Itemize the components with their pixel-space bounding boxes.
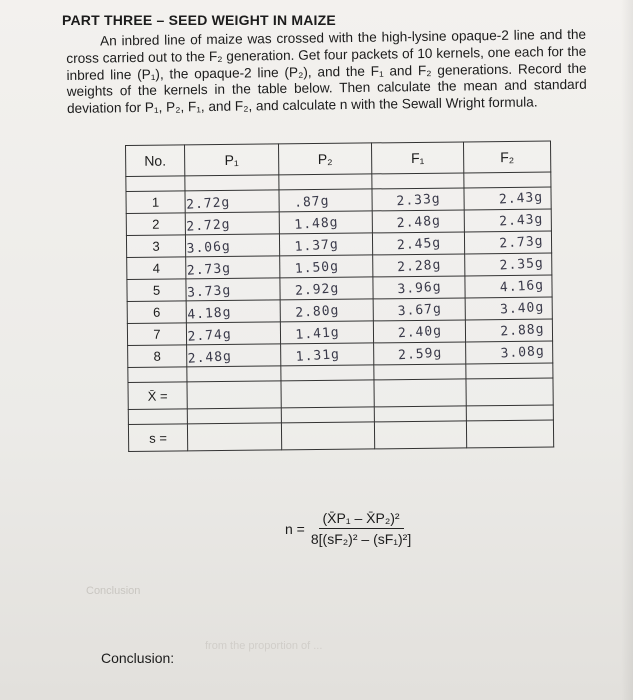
row-number: 8	[128, 345, 187, 368]
p1-weight[interactable]: 2.74g	[186, 319, 281, 347]
formula-numerator: (X̄P₁ – X̄P₂)²	[319, 510, 404, 529]
p2-mean-cell[interactable]	[281, 380, 374, 408]
p2-weight[interactable]: 1.31g	[280, 340, 374, 368]
row-number: 3	[126, 235, 185, 258]
sewall-wright-formula	[285, 510, 411, 547]
f2-sd-cell[interactable]	[466, 420, 553, 448]
kernel-weight-table	[125, 141, 554, 452]
header-p1: P₁	[185, 144, 279, 176]
p2-weight[interactable]: 1.41g	[280, 318, 374, 346]
instructions-paragraph	[66, 27, 587, 118]
spacer-cell	[374, 406, 466, 422]
p1-weight[interactable]: 2.48g	[186, 341, 281, 369]
formula-fraction	[311, 510, 411, 547]
conclusion-label: Conclusion:	[101, 650, 175, 666]
f1-mean-cell[interactable]	[374, 379, 466, 407]
f1-sd-cell[interactable]	[374, 421, 466, 449]
p2-weight[interactable]: 1.37g	[279, 231, 373, 259]
p1-weight[interactable]: 2.72g	[184, 187, 279, 215]
p1-weight[interactable]: 4.18g	[186, 297, 281, 325]
row-number: 2	[126, 213, 185, 236]
header-no: No.	[126, 145, 185, 177]
f1-weight[interactable]: 3.67g	[373, 296, 466, 324]
p2-weight[interactable]: .87g	[278, 187, 372, 215]
section-heading	[62, 12, 336, 28]
table-row	[126, 187, 551, 213]
formula-lhs: n =	[285, 520, 305, 537]
p1-mean-cell[interactable]	[187, 381, 281, 409]
f1-weight[interactable]: 2.48g	[372, 208, 465, 236]
f2-weight[interactable]: 2.43g	[464, 207, 552, 234]
section-title: SEED WEIGHT IN MAIZE	[168, 12, 336, 28]
spacer-cell	[128, 367, 187, 383]
f1-weight[interactable]: 2.28g	[372, 252, 465, 280]
f2-weight[interactable]: 4.16g	[464, 273, 552, 300]
spacer-cell	[466, 405, 553, 421]
p2-sd-cell[interactable]	[281, 422, 374, 450]
p1-weight[interactable]: 3.06g	[185, 231, 280, 259]
f2-weight[interactable]: 2.43g	[463, 185, 551, 212]
p2-weight[interactable]: 1.48g	[279, 209, 373, 237]
spacer-cell	[126, 176, 185, 192]
f2-weight[interactable]: 3.08g	[465, 339, 553, 366]
show-through-text: Conclusion	[86, 585, 141, 597]
sd-row	[128, 420, 553, 451]
mean-label: X̄ =	[128, 382, 187, 410]
part-label: PART THREE	[62, 12, 153, 28]
heading-dash: –	[152, 12, 169, 28]
formula-denominator: 8[(sF₂)² – (sF₁)²]	[310, 531, 412, 547]
f2-mean-cell[interactable]	[466, 378, 553, 406]
f2-weight[interactable]: 3.40g	[465, 295, 553, 322]
p1-weight[interactable]: 2.73g	[185, 253, 280, 281]
p2-weight[interactable]: 2.92g	[279, 274, 373, 302]
p2-weight[interactable]: 2.80g	[280, 296, 374, 324]
instructions-text: An inbred line of maize was crossed with the high-lysine opaque-2 line and the cross carried out to the F₂ generation. Get four packets of 10 kernels, one each for the inbred line (P₁), the opaque-2 line (P₂), and the F₁ and F₂ generations. Record the weights of the kernels in the table below. Then calculate the mean and standard deviation for P₁, P₂, F₁, and F₂, and calculate n with the Sewall Wright formula.	[66, 26, 587, 117]
spacer-cell	[128, 409, 187, 425]
table-header-row	[126, 141, 551, 176]
show-through-text-2: from the proportion of ...	[205, 640, 323, 652]
p1-weight[interactable]: 3.73g	[185, 275, 280, 303]
f2-weight[interactable]: 2.88g	[465, 317, 553, 344]
row-number: 6	[127, 301, 186, 324]
p1-sd-cell[interactable]	[187, 423, 281, 451]
f1-weight[interactable]: 2.33g	[371, 186, 464, 214]
f1-weight[interactable]: 2.40g	[373, 318, 466, 346]
row-number: 4	[127, 257, 186, 280]
page-edge-shadow	[621, 0, 633, 700]
f1-weight[interactable]: 3.96g	[372, 274, 465, 302]
row-number: 5	[127, 279, 186, 302]
header-f1: F₁	[371, 142, 463, 174]
header-f2: F₂	[463, 141, 550, 173]
row-number: 1	[126, 191, 185, 214]
f2-weight[interactable]: 2.73g	[464, 229, 552, 256]
spacer-cell	[187, 408, 281, 424]
p2-weight[interactable]: 1.50g	[279, 253, 373, 281]
spacer-cell	[281, 407, 374, 423]
sd-label: s =	[128, 424, 187, 452]
f1-weight[interactable]: 2.45g	[372, 230, 465, 258]
p1-weight[interactable]: 2.72g	[185, 209, 280, 237]
f2-weight[interactable]: 2.35g	[464, 251, 552, 278]
row-number: 7	[127, 323, 186, 346]
header-p2: P₂	[278, 143, 371, 175]
f1-weight[interactable]: 2.59g	[373, 340, 466, 368]
